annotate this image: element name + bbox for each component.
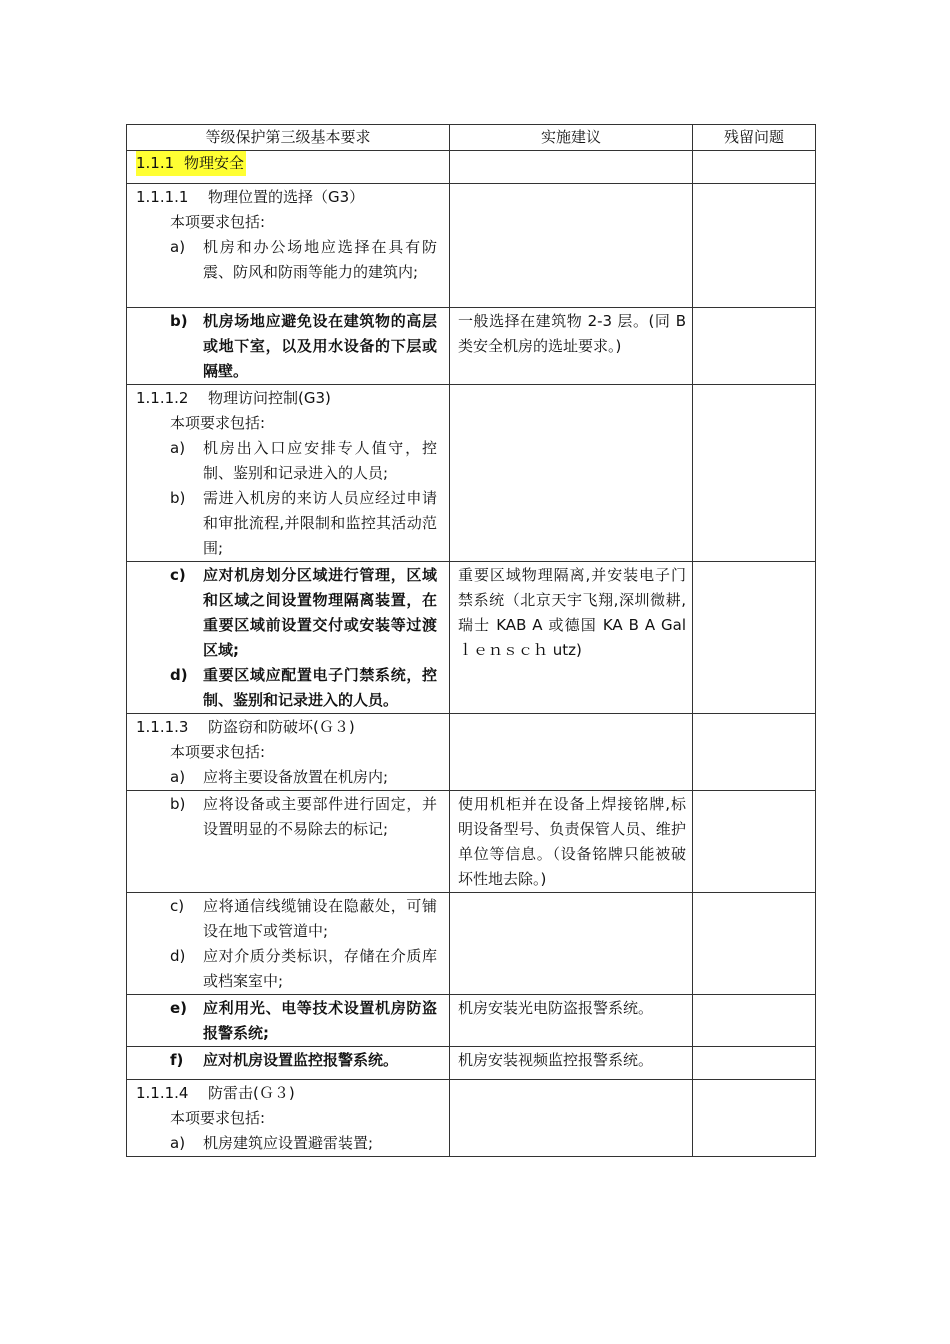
subsection-title: 物理位置的选择（G3） bbox=[208, 188, 365, 206]
suggestion-text: 机房安装视频监控报警系统。 bbox=[458, 1051, 654, 1069]
subsection-title: 防盗窃和防破坏(Ｇ３) bbox=[208, 718, 355, 736]
subsection-title: 物理访问控制(G3) bbox=[208, 389, 331, 407]
table-row bbox=[127, 714, 816, 791]
list-item: b) 需进入机房的来访人员应经过申请和审批流程,并限制和监控其活动范围; bbox=[170, 489, 437, 557]
list-item: c) 应对机房划分区域进行管理，区域和区域之间设置物理隔离装置，在重要区域前设置交付或安装等过渡区域; bbox=[170, 566, 437, 659]
table-row bbox=[127, 385, 816, 562]
table-row bbox=[127, 791, 816, 893]
header-requirements: 等级保护第三级基本要求 bbox=[127, 125, 450, 151]
suggestion-text: 一般选择在建筑物 2-3 层。(同 B 类安全机房的选址要求。) bbox=[458, 312, 686, 355]
list-item: b) 应将设备或主要部件进行固定，并设置明显的不易除去的标记; bbox=[170, 795, 437, 838]
subsection-number: 1.1.1.4 bbox=[136, 1084, 189, 1102]
subsection-title: 防雷击(Ｇ３) bbox=[208, 1084, 295, 1102]
list-item: d) 重要区域应配置电子门禁系统，控制、鉴别和记录进入的人员。 bbox=[170, 666, 437, 709]
section-highlight bbox=[136, 151, 246, 176]
intro-text: 本项要求包括: bbox=[170, 1109, 266, 1127]
section-title: 物理安全 bbox=[184, 154, 245, 172]
list-item: c) 应将通信线缆铺设在隐蔽处，可铺设在地下或管道中; bbox=[170, 897, 437, 940]
list-item: a) 应将主要设备放置在机房内; bbox=[170, 768, 389, 786]
intro-text: 本项要求包括: bbox=[170, 213, 266, 231]
table-header-row bbox=[127, 125, 816, 151]
table-row bbox=[127, 151, 816, 184]
requirements-table bbox=[126, 124, 816, 1157]
table-row bbox=[127, 308, 816, 385]
list-item: a) 机房建筑应设置避雷装置; bbox=[170, 1134, 374, 1152]
table-row bbox=[127, 893, 816, 995]
list-item: b) 机房场地应避免设在建筑物的高层或地下室，以及用水设备的下层或隔壁。 bbox=[170, 312, 437, 380]
intro-text: 本项要求包括: bbox=[170, 743, 266, 761]
subsection-number: 1.1.1.1 bbox=[136, 188, 189, 206]
table-row bbox=[127, 1047, 816, 1080]
suggestion-text: 重要区域物理隔离,并安装电子门禁系统（北京天宇飞翔,深圳微耕,瑞士 KAB A 或德国 KA B A Gal ｌｅｎｓｃｈ utz) bbox=[458, 566, 686, 659]
section-number: 1.1.1 bbox=[136, 154, 175, 172]
suggestion-text: 使用机柜并在设备上焊接铭牌,标明设备型号、负责保管人员、维护单位等信息。（设备铭牌只能被破坏性地去除。) bbox=[458, 795, 686, 888]
suggestion-text: 机房安装光电防盗报警系统。 bbox=[458, 999, 654, 1017]
subsection-number: 1.1.1.3 bbox=[136, 718, 189, 736]
list-item: e) 应利用光、电等技术设置机房防盗报警系统; bbox=[170, 999, 437, 1042]
subsection-number: 1.1.1.2 bbox=[136, 389, 189, 407]
table-row bbox=[127, 562, 816, 714]
intro-text: 本项要求包括: bbox=[170, 414, 266, 432]
table-row bbox=[127, 995, 816, 1047]
list-item: a) 机房和办公场地应选择在具有防震、防风和防雨等能力的建筑内; bbox=[170, 238, 437, 281]
list-item: a) 机房出入口应安排专人值守，控制、鉴别和记录进入的人员; bbox=[170, 439, 437, 482]
list-item: d) 应对介质分类标识，存储在介质库或档案室中; bbox=[170, 947, 437, 990]
section-heading bbox=[127, 151, 450, 184]
header-remaining-issues: 残留问题 bbox=[693, 125, 816, 151]
table-row bbox=[127, 1080, 816, 1157]
table-row bbox=[127, 184, 816, 308]
header-suggestions: 实施建议 bbox=[450, 125, 693, 151]
list-item: f) 应对机房设置监控报警系统。 bbox=[170, 1051, 399, 1069]
